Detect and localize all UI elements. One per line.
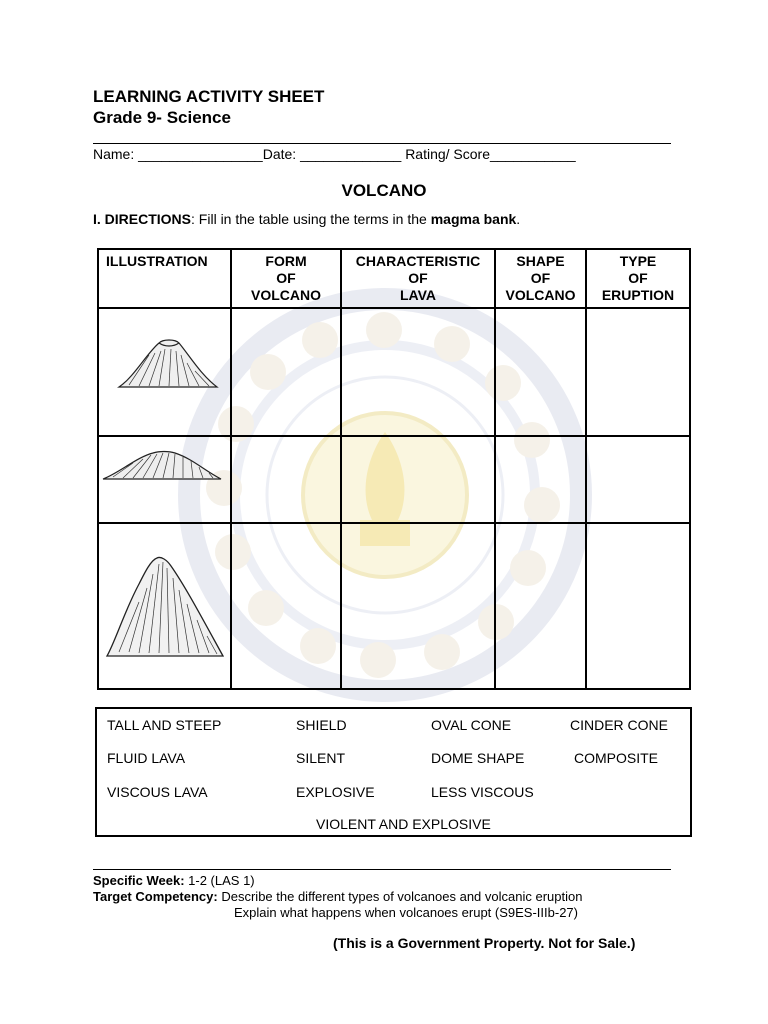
cinder-cone-volcano-icon [99, 524, 230, 683]
characteristic-of-lava-cell[interactable] [341, 308, 495, 436]
shape-of-volcano-cell[interactable] [495, 308, 586, 436]
bank-term: VISCOUS LAVA [107, 784, 208, 800]
form-of-volcano-cell[interactable] [231, 308, 341, 436]
type-of-eruption-cell[interactable] [586, 523, 690, 689]
bank-term: LESS VISCOUS [431, 784, 534, 800]
bank-term: TALL AND STEEP [107, 717, 222, 733]
directions-label: I. DIRECTIONS [93, 211, 192, 227]
bank-term: EXPLOSIVE [296, 784, 375, 800]
table-row [98, 308, 690, 436]
directions-end: . [516, 211, 521, 227]
table-row [98, 436, 690, 523]
footer-divider [93, 869, 671, 870]
government-property-notice: (This is a Government Property. Not for Sale.) [333, 935, 636, 951]
rating-label: Rating/ Score [405, 146, 491, 162]
table-row [98, 523, 690, 689]
illustration-cell [98, 523, 231, 689]
bank-term: COMPOSITE [574, 750, 659, 766]
bank-term: OVAL CONE [431, 717, 512, 733]
illustration-cell [98, 436, 231, 523]
header-characteristic-of-lava: CHARACTERISTIC OF LAVA [341, 249, 495, 308]
topic-heading: VOLCANO [341, 181, 427, 200]
header-shape-of-volcano: SHAPE OF VOLCANO [495, 249, 586, 308]
specific-week [93, 873, 255, 888]
header-form-of-volcano: FORM OF VOLCANO [231, 249, 341, 308]
competency-line-2: Explain what happens when volcanoes erupt (S9ES-IIIb-27) [234, 905, 578, 920]
week-value: 1-2 (LAS 1) [188, 873, 255, 888]
name-field[interactable]: ________________ [138, 146, 263, 162]
composite-volcano-icon [99, 309, 230, 430]
illustration-cell [98, 308, 231, 436]
bank-term: FLUID LAVA [107, 750, 186, 766]
magma-bank [95, 707, 692, 837]
name-label: Name: [93, 146, 135, 162]
competency-label: Target Competency: [93, 889, 218, 904]
characteristic-of-lava-cell[interactable] [341, 523, 495, 689]
type-of-eruption-cell[interactable] [586, 436, 690, 523]
bank-term: SILENT [296, 750, 346, 766]
bank-term: DOME SHAPE [431, 750, 525, 766]
sheet-title: LEARNING ACTIVITY SHEET [93, 87, 325, 106]
activity-table [97, 248, 691, 690]
type-of-eruption-cell[interactable] [586, 308, 690, 436]
form-of-volcano-cell[interactable] [231, 436, 341, 523]
shape-of-volcano-cell[interactable] [495, 436, 586, 523]
table-header-row [98, 249, 690, 308]
directions-text: : Fill in the table using the terms in the [191, 211, 431, 227]
header-divider [93, 143, 671, 144]
competency-line-1: Describe the different types of volcanoes and volcanic eruption [221, 889, 583, 904]
student-info-line [93, 146, 576, 162]
rating-field[interactable]: ___________ [490, 146, 576, 162]
characteristic-of-lava-cell[interactable] [341, 436, 495, 523]
bank-term: CINDER CONE [570, 717, 669, 733]
bank-term: SHIELD [296, 717, 347, 733]
magma-bank-ref: magma bank [430, 211, 517, 227]
header-type-of-eruption: TYPE OF ERUPTION [586, 249, 690, 308]
shape-of-volcano-cell[interactable] [495, 523, 586, 689]
form-of-volcano-cell[interactable] [231, 523, 341, 689]
shield-volcano-icon [99, 437, 230, 517]
sheet-subtitle: Grade 9- Science [93, 108, 231, 127]
week-label: Specific Week: [93, 873, 185, 888]
date-field[interactable]: _____________ [300, 146, 402, 162]
header-illustration: ILLUSTRATION [98, 249, 231, 308]
date-label: Date: [262, 146, 297, 162]
bank-term: VIOLENT AND EXPLOSIVE [316, 816, 491, 832]
target-competency [93, 889, 582, 904]
directions [93, 211, 520, 227]
